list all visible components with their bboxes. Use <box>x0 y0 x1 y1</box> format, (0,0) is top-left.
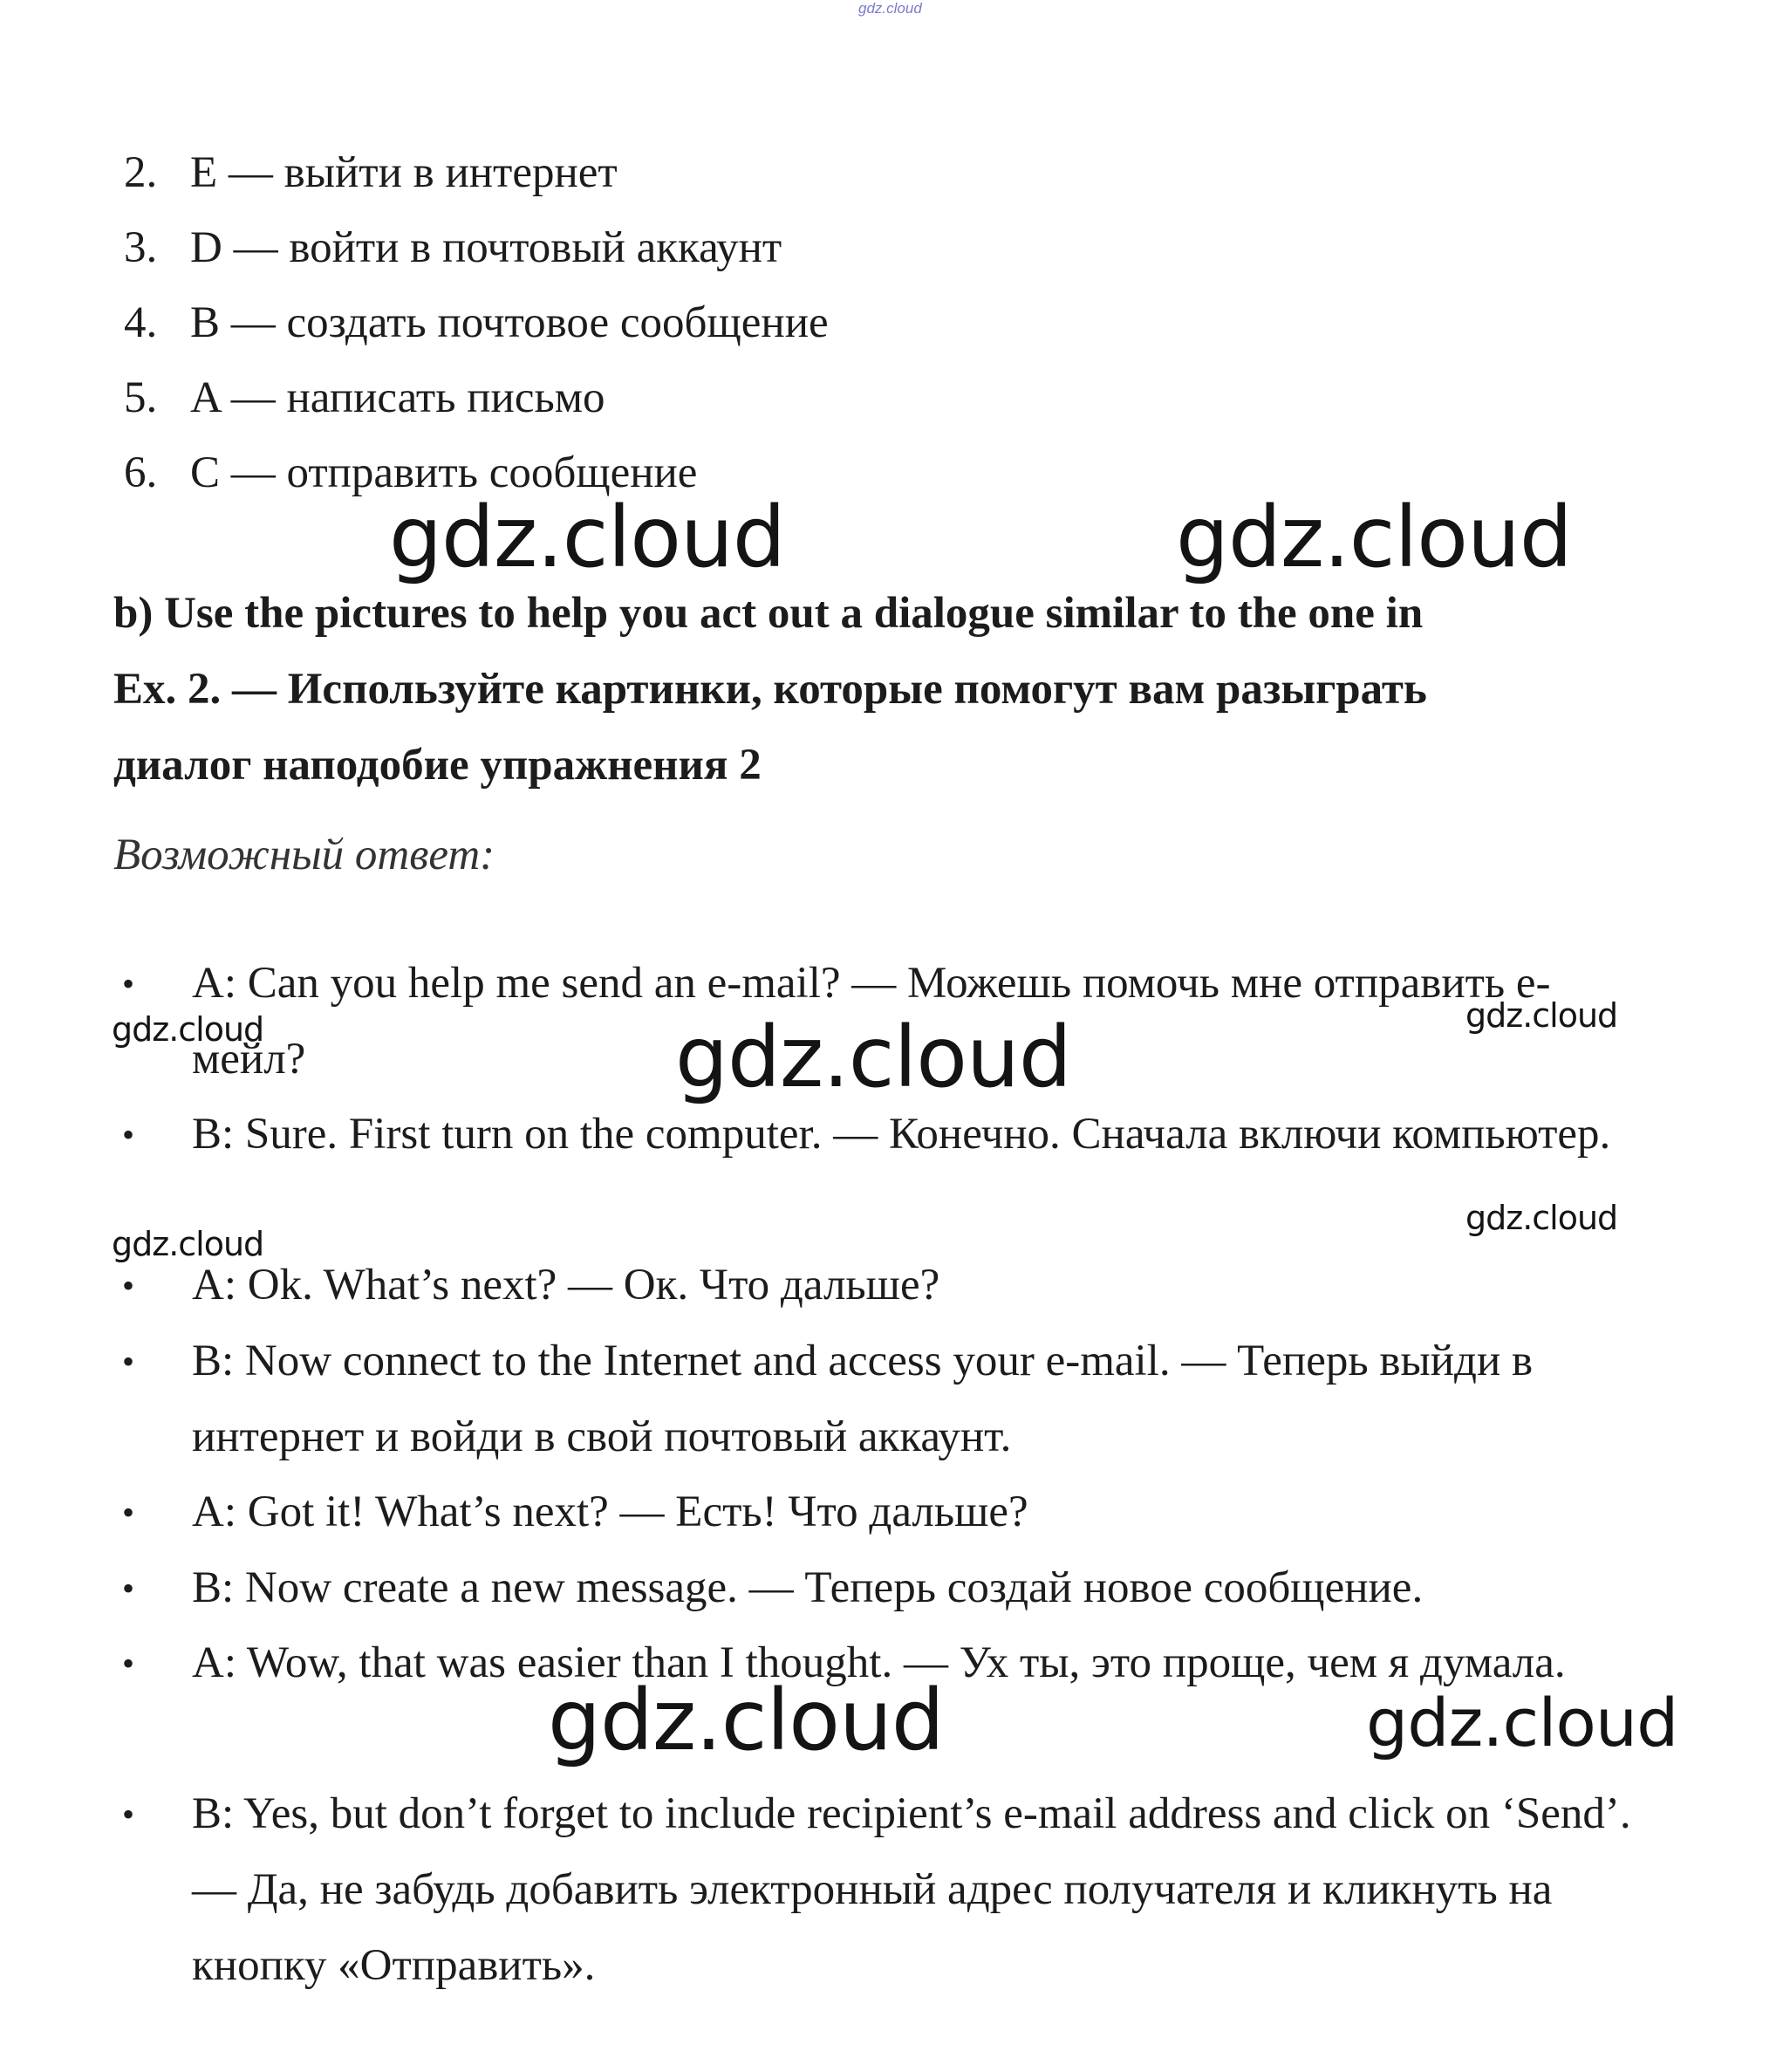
list-text: A — написать письмо <box>190 373 605 422</box>
bullet-icon: • <box>122 1795 135 1834</box>
dialogue-item <box>122 1323 1640 1475</box>
bullet-icon: • <box>122 1266 135 1305</box>
watermark: gdz.cloud <box>1366 1684 1678 1761</box>
dialogue-text: B: Yes, but don’t forget to include recipient’s e-mail address and click on ‘Send’. — Да, не забудь добавить электронный адрес получателя и кликнуть на кнопку «Отправить». <box>192 1789 1631 1990</box>
list-number: 6. <box>124 448 158 497</box>
list-number: 4. <box>124 298 158 347</box>
watermark: gdz.cloud <box>675 1009 1071 1106</box>
watermark: gdz.cloud <box>1465 1199 1618 1237</box>
dialogue-text: B: Now connect to the Internet and access your e-mail. — Теперь выйди в интернет и войди в свой почтовый аккаунт. <box>192 1337 1534 1461</box>
dialogue-item <box>122 1776 1640 2004</box>
bullet-icon: • <box>122 1115 135 1154</box>
list-number: 3. <box>124 223 158 272</box>
dialogue-item <box>122 1097 1640 1173</box>
watermark: gdz.cloud <box>548 1672 944 1769</box>
dialogue-text: A: Wow, that was easier than I thought. — Ух ты, это проще, чем я думала. <box>192 1638 1566 1687</box>
bullet-icon: • <box>122 1569 135 1608</box>
list-item <box>124 372 605 424</box>
task-line-1: b) Use the pictures to help you act out a dialogue similar to the one in <box>113 589 1424 638</box>
task-line-3: диалог наподобие упражнения 2 <box>113 741 762 790</box>
dialogue-item <box>122 1474 1640 1550</box>
dialogue-text: A: Can you help me send an e-mail? — Можешь помочь мне отправить е-мейл? <box>192 959 1551 1084</box>
watermark: gdz.cloud <box>1465 996 1618 1035</box>
bullet-icon: • <box>122 1644 135 1683</box>
list-number: 2. <box>124 148 158 197</box>
watermark: gdz.cloud <box>112 1225 264 1263</box>
list-text: B — создать почтовое сообщение <box>190 298 829 347</box>
bullet-icon: • <box>122 1342 135 1381</box>
dialogue-item <box>122 1550 1640 1626</box>
list-text: C — отправить сообщение <box>190 448 698 497</box>
list-number: 5. <box>124 373 158 422</box>
dialogue-text: A: Got it! What’s next? — Есть! Что дальше? <box>192 1487 1028 1536</box>
list-item <box>124 222 782 274</box>
watermark: gdz.cloud <box>389 489 785 586</box>
dialogue-text: A: Ok. What’s next? — Ок. Что дальше? <box>192 1261 940 1310</box>
bullet-icon: • <box>122 1493 135 1532</box>
list-text: E — выйти в интернет <box>190 148 618 197</box>
bullet-icon: • <box>122 964 135 1003</box>
watermark: gdz.cloud <box>1176 489 1572 586</box>
watermark: gdz.cloud <box>112 1010 264 1049</box>
answer-label: Возможный ответ: <box>113 831 495 879</box>
dialogue-text: B: Now create a new message. — Теперь создай новое сообщение. <box>192 1563 1424 1612</box>
list-text: D — войти в почтовый аккаунт <box>190 223 782 272</box>
task-heading <box>113 576 1666 803</box>
dialogue-text: B: Sure. First turn on the computer. — Конечно. Сначала включи компьютер. <box>192 1110 1611 1159</box>
list-item <box>124 297 829 349</box>
list-item <box>124 147 618 199</box>
task-line-2: Ex. 2. — Используйте картинки, которые помогут вам разыграть <box>113 665 1427 714</box>
dialogue-item <box>122 1248 1640 1323</box>
top-watermark: gdz.cloud <box>858 0 922 17</box>
